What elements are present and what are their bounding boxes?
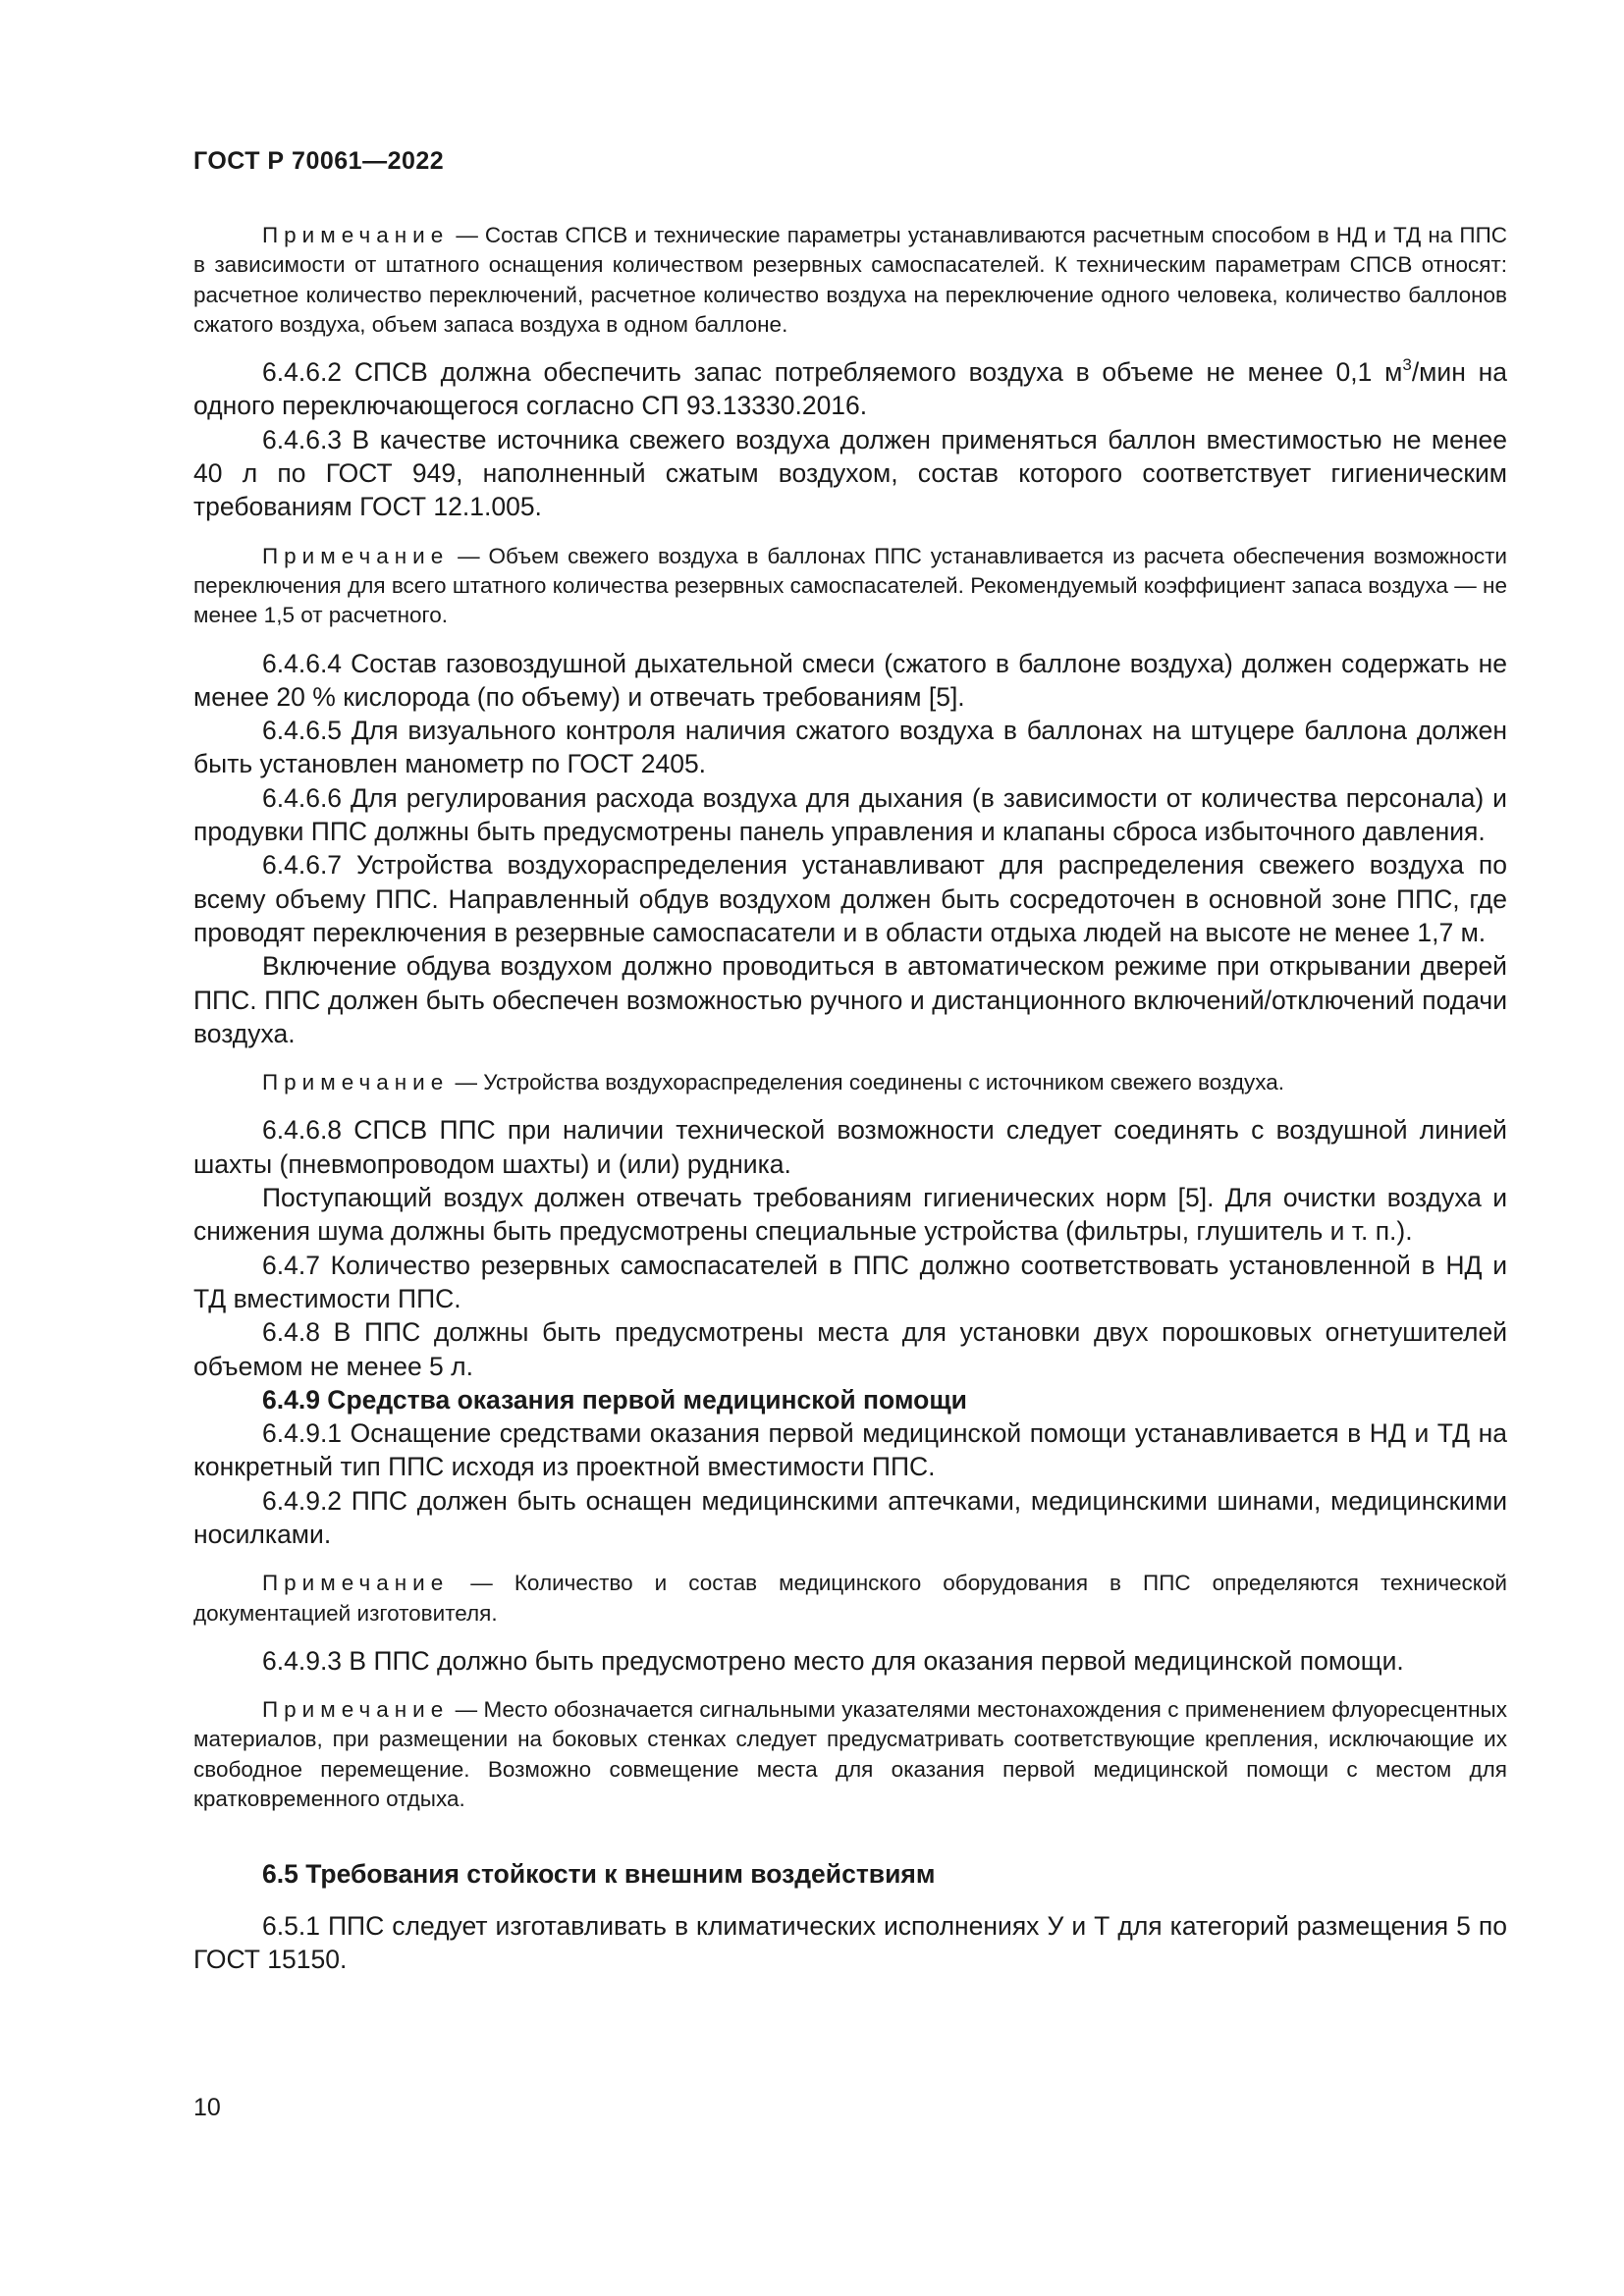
note-label: Примечание [262, 223, 450, 247]
superscript: 3 [1402, 355, 1412, 375]
paragraph-text: /мин на одного переключающегося согласно СП 93.13330.2016. [193, 357, 1507, 421]
document-body [193, 221, 1507, 1976]
note-label: Примечание [262, 1697, 450, 1723]
note-text: Количество и состав медицинского оборудования в ППС определяются технической документацией изготовителя. [193, 1571, 1507, 1626]
paragraph-6-4-9-3: 6.4.9.3 В ППС должно быть предусмотрено место для оказания первой медицинской помощи. [262, 1645, 1404, 1676]
note-text: Состав СПСВ и технические параметры устанавливаются расчетным способом в НД и ТД на ППС в зависимости от штатного оснащения количеством резервных самоспасателей. К техническим параметрам СПСВ относят: расчетное количество переключений, расчетное количество воздуха на переключение одного человека, количество баллонов сжатого воздуха, объем запаса воздуха в одном баллоне. [193, 223, 1507, 337]
paragraph-6-4-7: 6.4.7 Количество резервных самоспасателей в ППС должно соответствовать установленной в НД и ТД вместимости ППС. [193, 1250, 1507, 1313]
note-paragraph [193, 221, 1507, 340]
note-label: Примечание [262, 543, 450, 568]
note-text: Объем свежего воздуха в баллонах ППС устанавливается из расчета обеспечения возможности переключения для всего штатного количества резервных самоспасателей. Рекомендуемый коэффициент запаса воздуха — не менее 1,5 от расчетного. [193, 543, 1507, 628]
note-dash: — [449, 1070, 484, 1095]
paragraph-6-5-1: 6.5.1 ППС следует изготавливать в климатических исполнениях У и Т для категорий размещения 5 по ГОСТ 15150. [193, 1910, 1507, 1974]
paragraph-6-4-6-7-continued: Включение обдува воздухом должно проводиться в автоматическом режиме при открывании дверей ППС. ППС должен быть обеспечен возможностью ручного и дистанционного включений/отключений подачи воздуха. [193, 951, 1507, 1048]
note-text: Устройства воздухораспределения соединены с источником свежего воздуха. [483, 1070, 1284, 1095]
note-dash: — [449, 223, 485, 247]
paragraph-6-4-8: 6.4.8 В ППС должны быть предусмотрены места для установки двух порошковых огнетушителей объемом не менее 5 л. [193, 1317, 1507, 1381]
paragraph-6-4-9-1: 6.4.9.1 Оснащение средствами оказания первой медицинской помощи устанавливается в НД и ТД на конкретный тип ППС исходя из проектной вместимости ППС. [193, 1418, 1507, 1482]
note-dash: — [449, 1571, 514, 1596]
paragraph-6-4-6-3: 6.4.6.3 В качестве источника свежего воздуха должен применяться баллон вместимостью не менее 40 л по ГОСТ 949, наполненный сжатым воздухом, состав которого соответствует гигиеническим требованиям ГОСТ 12.1.005. [193, 424, 1507, 522]
paragraph-text: 6.4.6.2 СПСВ должна обеспечить запас потребляемого воздуха в объеме не менее 0,1 м [262, 357, 1403, 388]
note-text: Место обозначается сигнальными указателями местонахождения с применением флуоресцентных материалов, при размещении на боковых стенках следует предусматривать соответствующие крепления, исключающие их свободное перемещение. Возможно совмещение места для оказания первой медицинской помощи с местом для кратковременного отдыха. [193, 1697, 1507, 1812]
paragraph-6-4-6-8-continued: Поступающий воздух должен отвечать требованиям гигиенических норм [5]. Для очистки воздуха и снижения шума должны быть предусмотрены специальные устройства (фильтры, глушитель и т. п.). [193, 1183, 1507, 1247]
note-paragraph [193, 1695, 1507, 1814]
paragraph-6-4-6-6: 6.4.6.6 Для регулирования расхода воздуха для дыхания (в зависимости от количества персонала) и продувки ППС должны быть предусмотрены панель управления и клапаны сброса избыточного давления. [193, 782, 1507, 847]
note-dash: — [449, 1697, 484, 1723]
heading-6-5: 6.5 Требования стойкости к внешним воздействиям [262, 1859, 936, 1890]
heading-6-4-9: 6.4.9 Средства оказания первой медицинской помощи [262, 1384, 967, 1415]
paragraph-6-4-6-4: 6.4.6.4 Состав газовоздушной дыхательной смеси (сжатого в баллоне воздуха) должен содержать не менее 20 % кислорода (по объему) и отвечать требованиям [5]. [193, 648, 1507, 712]
note-paragraph [193, 1569, 1507, 1629]
document-header: ГОСТ Р 70061—2022 [193, 147, 445, 175]
paragraph-6-4-6-7: 6.4.6.7 Устройства воздухораспределения устанавливают для распределения свежего воздуха по всему объему ППС. Направленный обдув воздухом должен быть сосредоточен в основной зоне ППС, где проводят переключения в резервные самоспасатели и в области отдыха людей на высоте не менее 1,7 м. [193, 850, 1507, 947]
paragraph-6-4-6-5: 6.4.6.5 Для визуального контроля наличия сжатого воздуха в баллонах на штуцере баллона должен быть установлен манометр по ГОСТ 2405. [193, 716, 1507, 779]
paragraph-6-4-6-2 [193, 355, 1507, 423]
note-dash: — [449, 543, 489, 568]
page-number: 10 [193, 2094, 221, 2121]
note-label: Примечание [262, 1070, 450, 1095]
paragraph-6-4-6-8: 6.4.6.8 СПСВ ППС при наличии технической возможности следует соединять с воздушной линией шахты (пневмопроводом шахты) и (или) рудника. [193, 1115, 1507, 1179]
note-paragraph [193, 542, 1507, 631]
note-label: Примечание [262, 1571, 450, 1596]
note-paragraph [193, 1068, 1507, 1097]
paragraph-6-4-9-2: 6.4.9.2 ППС должен быть оснащен медицинскими аптечками, медицинскими шинами, медицинскими носилками. [193, 1485, 1507, 1549]
